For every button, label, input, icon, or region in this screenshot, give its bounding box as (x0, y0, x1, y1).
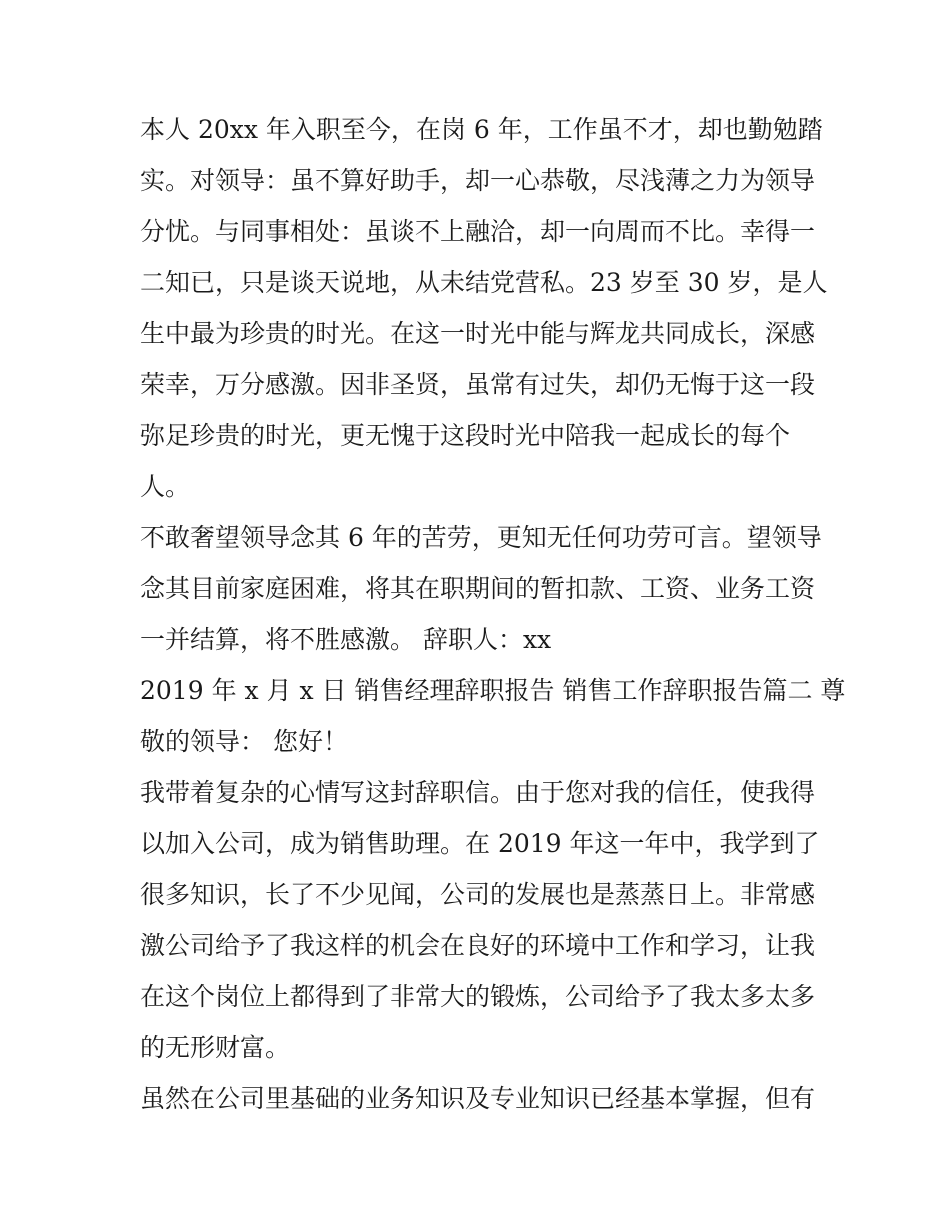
text-line: 敬的领导： 您好！ (140, 727, 348, 756)
text-line: 荣幸，万分感激。因非圣贤，虽常有过失，却仍无悔于这一段 (140, 370, 816, 399)
text-line: 分忧。与同事相处：虽谈不上融洽，却一向周而不比。幸得一 (140, 217, 816, 246)
text-line: 弥足珍贵的时光，更无愧于这段时光中陪我一起成长的每个 (140, 421, 791, 450)
text-line: 生中最为珍贵的时光。在这一时光中能与辉龙共同成长，深感 (140, 319, 816, 348)
body-text (140, 104, 846, 1124)
text-line: 人。 (140, 472, 191, 501)
text-line: 实。对领导：虽不算好助手，却一心恭敬，尽浅薄之力为领导 (140, 166, 816, 195)
text-line: 二知已，只是谈天说地，从未结党营私。23 岁至 30 岁，是人 (140, 268, 828, 297)
text-line: 虽然在公司里基础的业务知识及专业知识已经基本掌握，但有 (140, 1084, 816, 1113)
text-line: 我带着复杂的心情写这封辞职信。由于您对我的信任，使我得 (140, 778, 816, 807)
text-line: 在这个岗位上都得到了非常大的锻炼，公司给予了我太多太多 (140, 982, 816, 1011)
text-line: 以加入公司，成为销售助理。在 2019 年这一年中，我学到了 (140, 829, 820, 858)
text-line: 念其目前家庭困难，将其在职期间的暂扣款、工资、业务工资 (140, 574, 816, 603)
text-line: 本人 20xx 年入职至今，在岗 6 年，工作虽不才，却也勤勉踏 (140, 115, 823, 144)
text-line: 激公司给予了我这样的机会在良好的环境中工作和学习，让我 (140, 931, 816, 960)
text-line: 的无形财富。 (140, 1033, 291, 1062)
text-line: 不敢奢望领导念其 6 年的苦劳，更知无任何功劳可言。望领导 (140, 523, 822, 552)
text-line: 很多知识，长了不少见闻，公司的发展也是蒸蒸日上。非常感 (140, 880, 816, 909)
text-line: 2019 年 x 月 x 日 销售经理辞职报告 销售工作辞职报告篇二 尊 (140, 676, 846, 705)
text-line: 一并结算，将不胜感激。 辞职人：xx (140, 625, 552, 654)
